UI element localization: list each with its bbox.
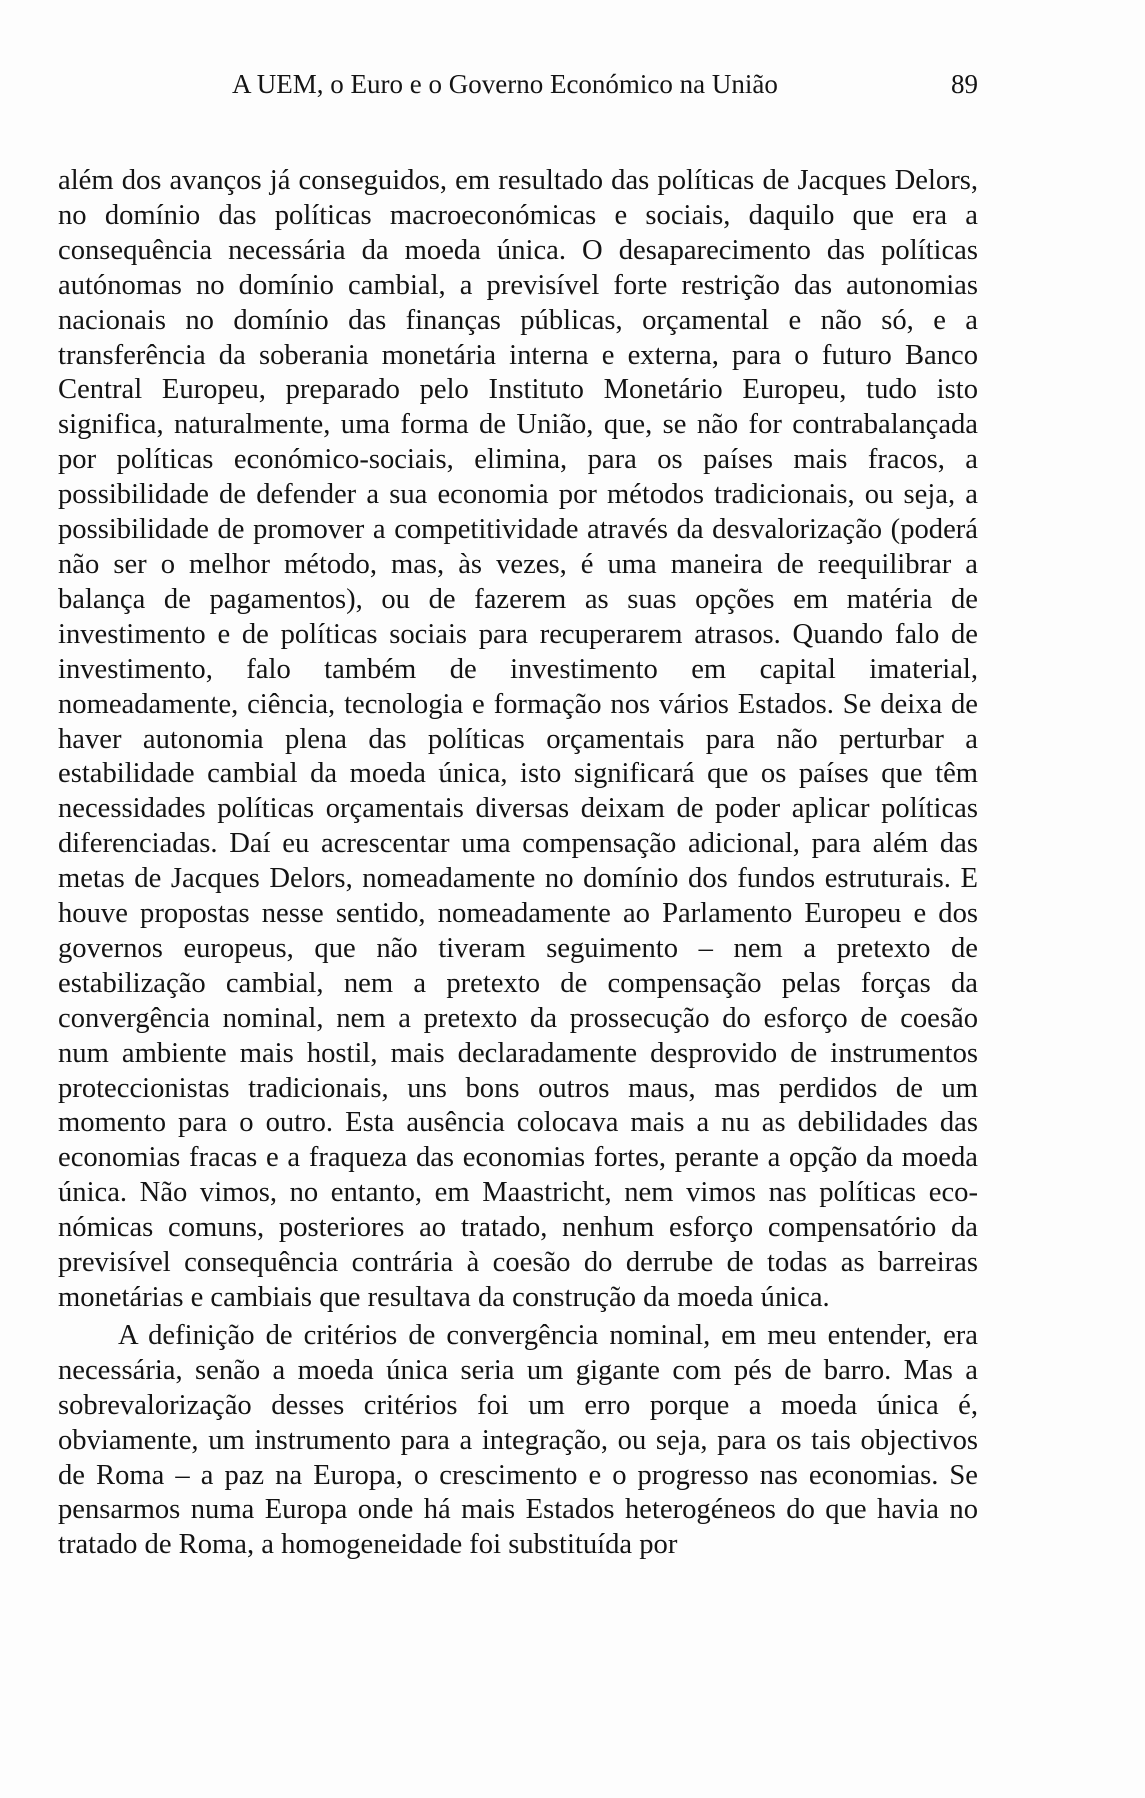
running-title: A UEM, o Euro e o Governo Económico na União	[232, 69, 778, 99]
running-header	[58, 64, 978, 104]
page-number: 89	[951, 69, 978, 99]
body-text	[58, 164, 978, 1563]
paragraph-continued: além dos avanços já conseguidos, em resultado das políticas de Jacques Delors, no domínio das políticas macroeconómicas e sociais, daquilo que era a consequência necessária da moeda única. O desaparecimento das políticas autónomas no domínio cambial, a previsível forte restrição das autonomias nacionais no domínio das finanças públicas, orçamental e não só, e a transferência da soberania monetária interna e externa, para o futuro Banco Central Europeu, preparado pelo Instituto Monetário Europeu, tudo isto significa, naturalmente, uma forma de União, que, se não for contrabalançada por políticas económico-sociais, elimina, para os países mais fracos, a possibilidade de defender a sua economia por métodos tradicionais, ou seja, a possibilidade de promover a competitividade através da desvalorização (poderá não ser o melhor método, mas, às vezes, é uma maneira de reequilibrar a balança de pagamentos), ou de fazerem as suas opções em matéria de investimento e de políticas sociais para recuperarem atrasos. Quando falo de investimento, falo também de investimento em capital imaterial, nomeadamente, ciência, tecnologia e formação nos vários Estados. Se deixa de haver autonomia plena das políticas orçamentais para não perturbar a estabilidade cambial da moeda única, isto significará que os países que têm necessidades políticas orçamentais diversas deixam de poder aplicar políticas diferenciadas. Daí eu acrescentar uma compensação adicional, para além das metas de Jacques Delors, nomeadamente no domínio dos fundos estruturais. E houve propostas nesse sentido, nomeadamente ao Parlamento Europeu e dos governos europeus, que não tiveram seguimento – nem a pretexto de estabilização cambial, nem a pretexto de compensação pelas forças da convergência nominal, nem a pretexto da prossecução do esforço de coesão num ambiente mais hostil, mais declaradamente desprovido de instrumentos proteccionistas tradicionais, uns bons outros maus, mas perdidos de um momento para o outro. Esta ausência colocava mais a nu as debilidades das economias fracas e a fraqueza das economias fortes, perante a opção da moeda única. Não vimos, no entanto, em Maastricht, nem vimos nas políticas económicas comuns, posteriores ao tratado, nenhum esforço compensatório da previsível consequência contrária à coesão do derrube de todas as barreiras monetárias e cambiais que resultava da construção da moeda única.	[58, 165, 978, 1313]
paragraph: A definição de critérios de convergência nominal, em meu entender, era necessária, senão a moeda única seria um gigante com pés de barro. Mas a sobrevalorização desses critérios foi um erro porque a moeda única é, obviamente, um instrumento para a integração, ou seja, para os tais objectivos de Roma – a paz na Europa, o crescimento e o progresso nas economias. Se pensarmos numa Europa onde há mais Estados heterogéneos do que havia no tratado de Roma, a homogeneidade foi substituída por	[58, 1319, 978, 1561]
